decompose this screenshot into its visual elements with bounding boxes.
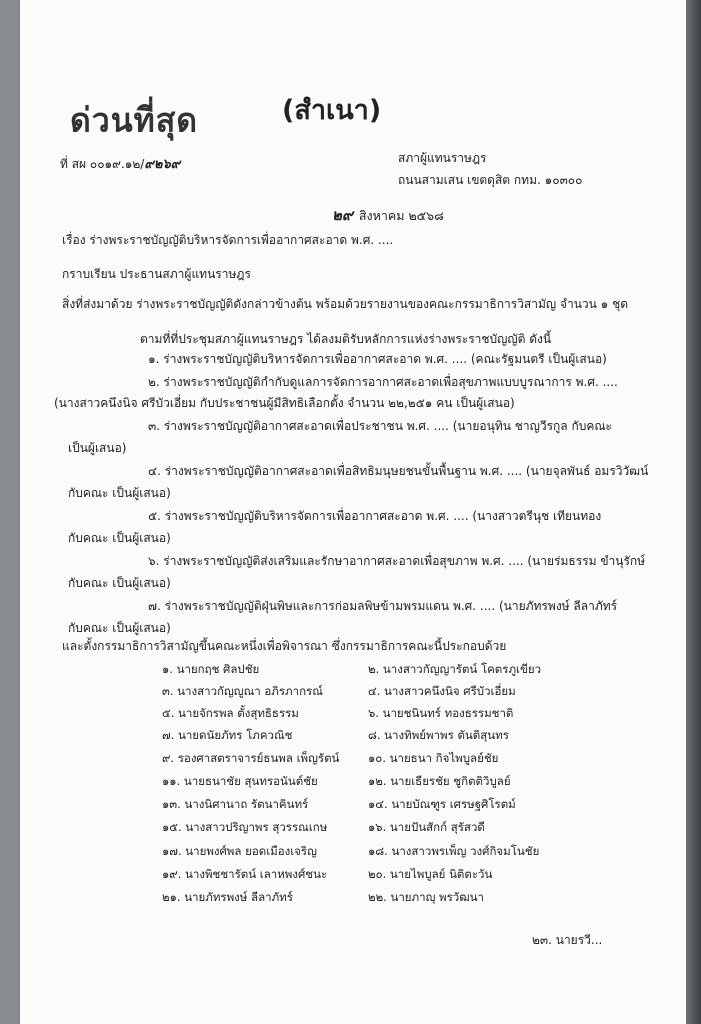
bill-item: ๕. ร่างพระราชบัญญัติบริหารจัดการเพื่ออากาศสะอาด พ.ศ. .... (นางสาวตรีนุช เทียนทอง: [148, 509, 602, 523]
member-name: ๑๓. นางนิศานาถ รัตนาคินทร์: [162, 797, 309, 811]
committee-intro: และตั้งกรรมาธิการวิสามัญขึ้นคณะหนึ่งเพื่อพิจารณา ซึ่งกรรมาธิการคณะนี้ประกอบด้วย: [62, 639, 507, 653]
bill-item-continued: กับคณะ เป็นผู้เสนอ): [68, 486, 171, 500]
bill-item-continued: กับคณะ เป็นผู้เสนอ): [68, 576, 171, 590]
member-name: ๑๖. นายปันสักก์ สุรัสวดี: [368, 820, 485, 834]
member-name: ๒. นางสาวกัญญารัตน์ โคตรภูเขียว: [368, 662, 542, 676]
date-day: ๒๙: [332, 206, 353, 224]
sender-address: ถนนสามเสน เขตดุสิต กทม. ๑๐๓๐๐: [398, 173, 583, 187]
salutation-line: กราบเรียน ประธานสภาผู้แทนราษฎร: [62, 267, 251, 281]
member-name: ๘. นางทิพย์พาพร ตันติสุนทร: [368, 728, 509, 742]
member-name: ๙. รองศาสตราจารย์ธนพล เพ็ญรัตน์: [162, 751, 340, 765]
bill-item: ๔. ร่างพระราชบัญญัติอากาศสะอาดเพื่อสิทธิมนุษยชนขั้นพื้นฐาน พ.ศ. .... (นายจุลพันธ์ อมรวิวัฒน์: [148, 464, 649, 478]
sender-office: สภาผู้แทนราษฎร: [398, 151, 487, 165]
document-date: [332, 203, 444, 227]
member-name: ๑๘. นางสาวพรเพ็ญ วงศ์กิจมโนชัย: [368, 844, 540, 858]
member-name: ๑๑. นายธนาชัย สุนทรอนันต์ชัย: [162, 774, 318, 788]
member-name: ๓. นางสาวกัญญูณา อภิรภากรณ์: [162, 684, 323, 698]
member-name: ๑๒. นายเธียรชัย ชูกิตติวิบูลย์: [368, 774, 511, 788]
date-month-year: สิงหาคม ๒๕๖๘: [358, 208, 444, 223]
member-name: ๑๐. นายธนา กิจไพบูลย์ชัย: [368, 751, 499, 765]
member-name: ๑๙. นางพิชชารัตน์ เลาหพงศ์ชนะ: [162, 867, 328, 881]
member-name: ๕. นายจักรพล ตั้งสุทธิธรรม: [162, 706, 299, 720]
bill-item-continued: กับคณะ เป็นผู้เสนอ): [68, 621, 171, 635]
document-number: [60, 158, 180, 171]
urgent-stamp: ด่วนที่สุด: [70, 100, 199, 140]
bill-item: ๒. ร่างพระราชบัญญัติกำกับดูแลการจัดการอากาศสะอาดเพื่อสุขภาพแบบบูรณาการ พ.ศ. ....: [148, 375, 618, 389]
document-number-handwritten: ๙๒๖๙: [144, 157, 181, 172]
member-name: ๒๐. นายไพบูลย์ นิติตะวัน: [368, 867, 493, 881]
background-edge: [686, 0, 701, 1024]
bill-item: ๖. ร่างพระราชบัญญัติส่งเสริมและรักษาอากาศสะอาดเพื่อสุขภาพ พ.ศ. .... (นายร่มธรรม ขำนุรักษ์: [148, 554, 646, 568]
document-number-prefix: ที่ สผ ๐๐๑๙.๑๒/: [60, 157, 145, 171]
subject-line: เรื่อง ร่างพระราชบัญญัติบริหารจัดการเพื่ออากาศสะอาด พ.ศ. ....: [62, 233, 394, 247]
bill-item-continued: เป็นผู้เสนอ): [68, 441, 127, 455]
continuation-note: ๒๓. นายรวี...: [532, 933, 603, 947]
bill-item: ๗. ร่างพระราชบัญญัติฝุ่นพิษและการก่อมลพิษข้ามพรมแดน พ.ศ. .... (นายภัทรพงษ์ ลีลาภัทร์: [148, 599, 618, 613]
member-name: ๖. นายชนินทร์ ทองธรรมชาติ: [368, 706, 514, 720]
member-name: ๒๒. นายภาญุ พรวัฒนา: [368, 890, 484, 904]
intro-line: ตามที่ที่ประชุมสภาผู้แทนราษฎร ได้ลงมติรับหลักการแห่งร่างพระราชบัญญัติ ดังนี้: [140, 332, 552, 346]
member-name: ๑๔. นายบัณฑูร เศรษฐศิโรตม์: [368, 797, 516, 811]
member-name: ๑๕. นางสาวปริญาพร สุวรรณเกษ: [162, 820, 328, 834]
member-name: ๔. นางสาวคนึงนิจ ศรีบัวเอี่ยม: [368, 684, 516, 698]
bill-item-continued: กับคณะ เป็นผู้เสนอ): [68, 531, 171, 545]
enclosure-line: สิ่งที่ส่งมาด้วย ร่างพระราชบัญญัติดังกล่าวข้างต้น พร้อมด้วยรายงานของคณะกรรมาธิการวิสามัญ จำนวน ๑ ชุด: [62, 297, 629, 311]
copy-title: (สำเนา): [282, 95, 382, 126]
member-name: ๑๗. นายพงศ์พล ยอดเมืองเจริญ: [162, 844, 317, 858]
bill-item: ๑. ร่างพระราชบัญญัติบริหารจัดการเพื่ออากาศสะอาด พ.ศ. .... (คณะรัฐมนตรี เป็นผู้เสนอ): [148, 352, 607, 366]
bill-item: ๓. ร่างพระราชบัญญัติอากาศสะอาดเพื่อประชาชน พ.ศ. .... (นายอนุทิน ชาญวีรกูล กับคณะ: [148, 419, 612, 433]
member-name: ๑. นายกฤช ศิลปชัย: [162, 662, 260, 676]
member-name: ๒๑. นายภัทรพงษ์ ลีลาภัทร์: [162, 890, 293, 904]
bill-item-continued: (นางสาวคนึงนิจ ศรีบัวเอี่ยม กับประชาชนผู้มีสิทธิเลือกตั้ง จำนวน ๒๒,๒๕๑ คน เป็นผู้เสนอ): [54, 396, 515, 410]
document-page: [20, 0, 686, 1024]
member-name: ๗. นายดนัยภัทร โภควณิช: [162, 728, 293, 742]
